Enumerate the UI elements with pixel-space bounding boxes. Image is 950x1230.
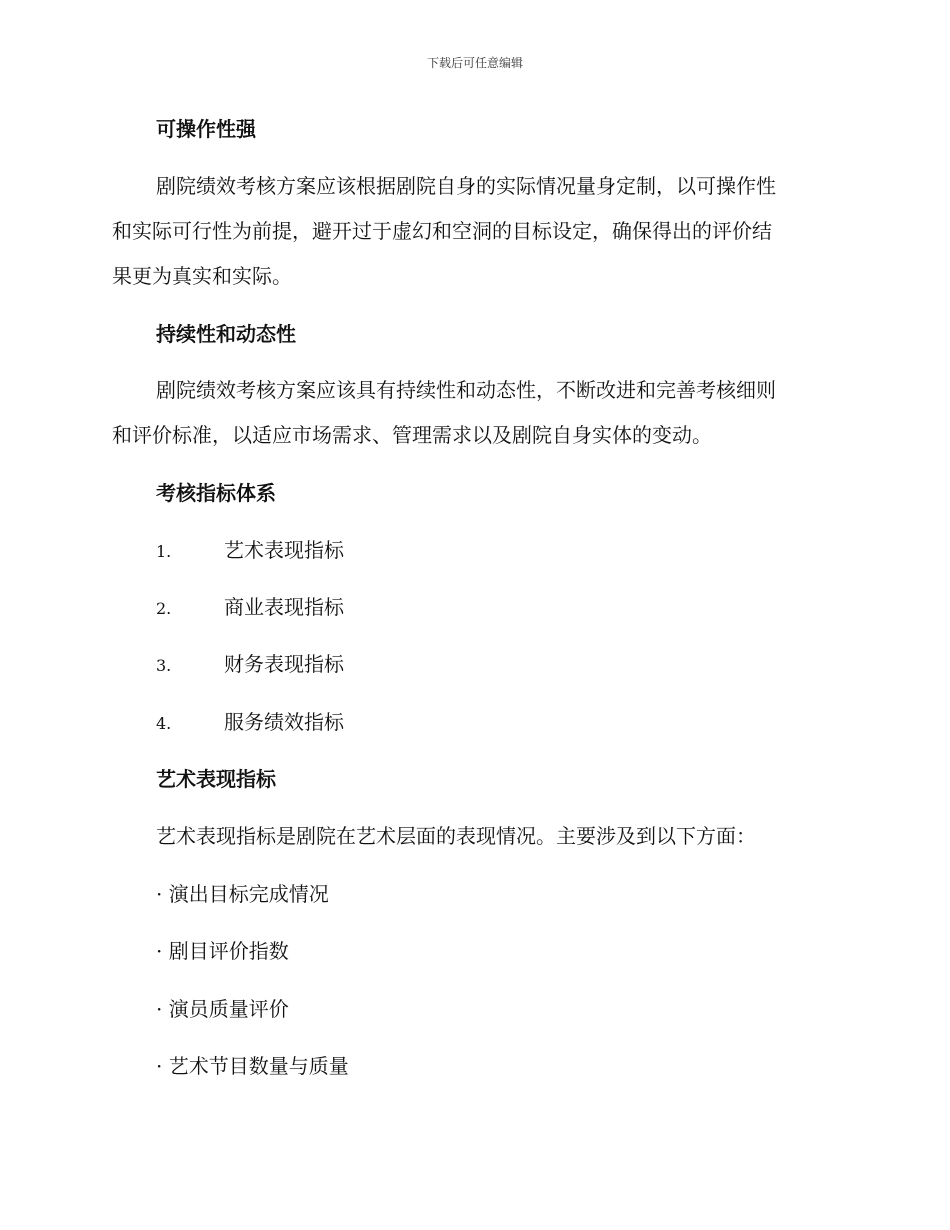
list-number: 1. (156, 542, 172, 561)
heading-continuity: 持续性和动态性 (156, 322, 296, 346)
heading-indicator-system: 考核指标体系 (156, 481, 276, 505)
bullet-item: · 剧目评价指数 (156, 939, 289, 963)
list-label: 财务表现指标 (224, 652, 344, 676)
paragraph-operability (112, 164, 832, 299)
heading-artistic: 艺术表现指标 (156, 767, 276, 791)
list-item (156, 708, 344, 738)
paragraph-artistic-intro: 艺术表现指标是剧院在艺术层面的表现情况。主要涉及到以下方面： (156, 824, 756, 848)
bullet-item: · 演员质量评价 (156, 997, 289, 1021)
paragraph-line: 剧院绩效考核方案应该根据剧院自身的实际情况量身定制，以可操作性 (156, 174, 776, 198)
bullet-item: · 演出目标完成情况 (156, 882, 329, 906)
list-item (156, 650, 344, 680)
list-number: 2. (156, 599, 172, 618)
bullet-item: · 艺术节目数量与质量 (156, 1054, 349, 1078)
list-item (156, 536, 344, 566)
list-item (156, 593, 344, 623)
list-number: 3. (156, 656, 172, 675)
paragraph-line: 果更为真实和实际。 (112, 264, 292, 288)
paragraph-line: 和实际可行性为前提，避开过于虚幻和空洞的目标设定，确保得出的评价结 (112, 219, 772, 243)
paragraph-line: 和评价标准，以适应市场需求、管理需求以及剧院自身实体的变动。 (112, 423, 712, 447)
list-label: 服务绩效指标 (224, 710, 344, 734)
list-label: 艺术表现指标 (224, 538, 344, 562)
paragraph-line: 剧院绩效考核方案应该具有持续性和动态性，不断改进和完善考核细则 (156, 378, 776, 402)
heading-operability: 可操作性强 (156, 117, 256, 141)
paragraph-continuity (112, 368, 832, 458)
list-label: 商业表现指标 (224, 595, 344, 619)
list-number: 4. (156, 714, 172, 733)
page-header: 下载后可任意编辑 (426, 56, 523, 70)
